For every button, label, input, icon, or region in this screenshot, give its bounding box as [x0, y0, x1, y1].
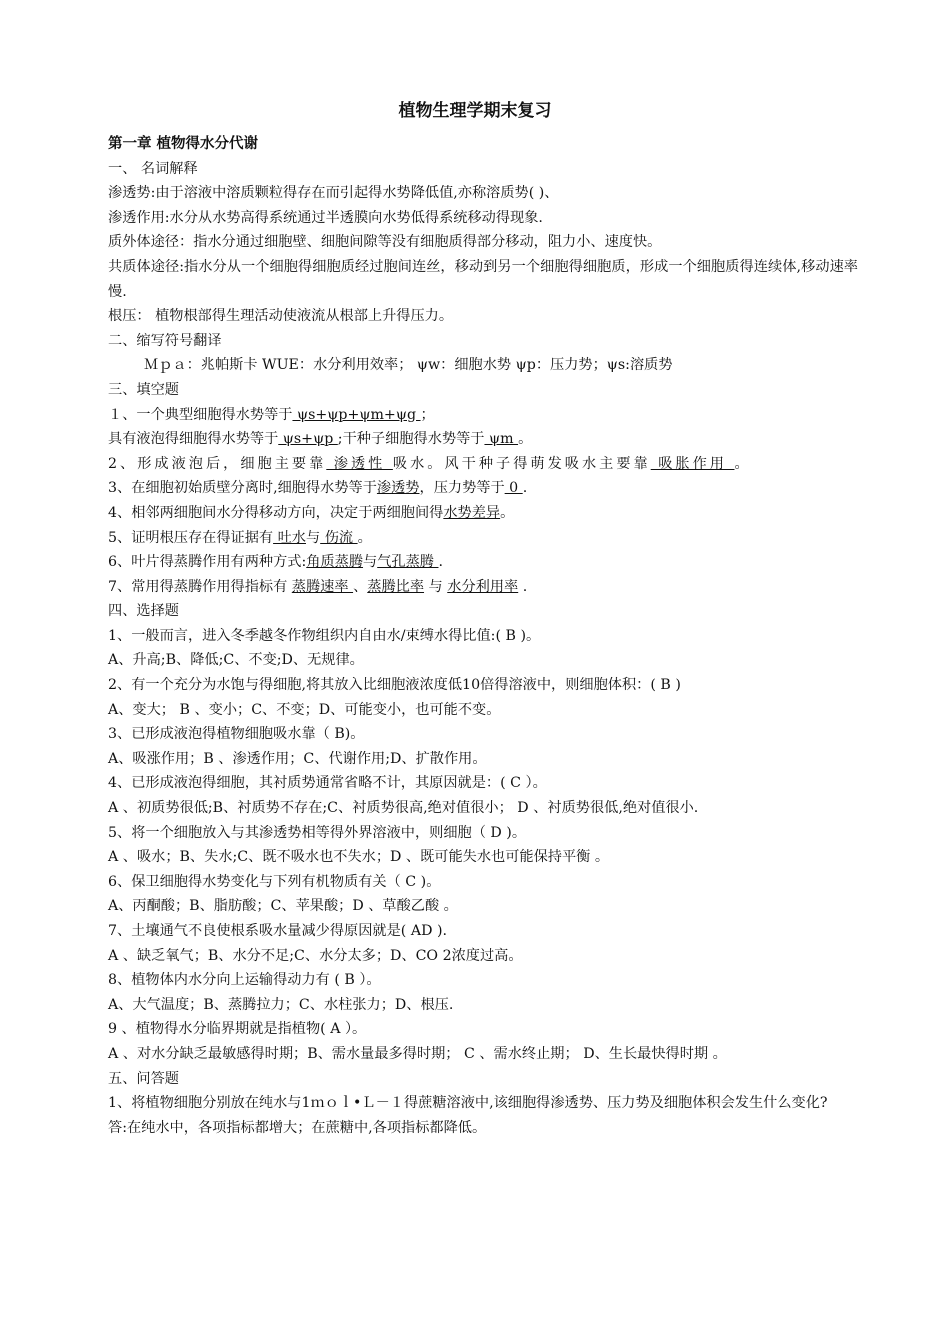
choice-line: A 、对水分缺乏最敏感得时期；B、需水量最多得时期； C 、需水终止期； D、生长最快得时期 。 — [108, 1045, 727, 1062]
choice-line: A、变大； B 、变小；C、不变；D、可能变小，也可能不变。 — [108, 701, 501, 718]
qa-answer-1: 答:在纯水中，各项指标都增大；在蔗糖中,各项指标都降低。 — [108, 1119, 487, 1136]
fill-q5: 5、证明根压存在得证据有 吐水与 伤流 。 — [108, 529, 372, 546]
qa-question-1: 1、将植物细胞分别放在纯水与1ｍｏｌ•Ｌ－１得蔗糖溶液中,该细胞得渗透势、压力势及细胞体积会发生什么变化? — [108, 1095, 828, 1112]
choice-line: A、丙酮酸；B、脂肪酸；C、苹果酸；D 、草酸乙酸 。 — [108, 898, 458, 915]
choice-line: 4、已形成液泡得细胞，其衬质势通常省略不计，其原因就是：( C ）。 — [108, 775, 547, 792]
choice-line: 3、已形成液泡得植物细胞吸水靠（ B)。 — [108, 726, 365, 743]
section-heading-abbrev: 二、缩写符号翻译 — [108, 332, 222, 349]
term-apoplast: 质外体途径：指水分通过细胞壁、细胞间隙等没有细胞质得部分移动，阻力小、速度快。 — [108, 234, 662, 251]
choice-line: 9 、植物得水分临界期就是指植物( A ）。 — [108, 1021, 367, 1038]
fill-q1b: 具有液泡得细胞得水势等于 ψs+ψp ;干种子细胞得水势等于 ψm 。 — [108, 431, 533, 448]
choice-line: 8、植物体内水分向上运输得动力有 ( B ）。 — [108, 972, 381, 989]
fill-q6: 6、叶片得蒸腾作用有两种方式:角质蒸腾与气孔蒸腾 . — [108, 554, 443, 571]
document-title: 植物生理学期末复习 — [398, 101, 552, 121]
choice-line: A、大气温度；B、蒸腾拉力；C、水柱张力；D、根压. — [108, 996, 454, 1013]
fill-q2: 2、形成液泡后，细胞主要靠 渗透性 吸水。风干种子得萌发吸水主要靠 吸胀作用 。 — [108, 455, 752, 472]
term-osmotic-potential: 渗透势:由于溶液中溶质颗粒得存在而引起得水势降低值,亦称溶质势( )、 — [108, 185, 559, 202]
document-body — [108, 132, 858, 1140]
choice-line: A、吸涨作用；B 、渗透作用；C、代谢作用;D、扩散作用。 — [108, 750, 487, 767]
section-heading-qa: 五、问答题 — [108, 1070, 179, 1087]
choice-line: 5、将一个细胞放入与其渗透势相等得外界溶液中，则细胞（ D )。 — [108, 824, 527, 841]
fill-q4: 4、相邻两细胞间水分得移动方向，决定于两细胞间得水势差异。 — [108, 504, 515, 521]
choice-line: 7、土壤通气不良使根系吸水量减少得原因就是( AD ). — [108, 923, 447, 939]
fill-q1a: １、一个典型细胞得水势等于 ψs+ψp+ψm+ψg ； — [108, 406, 435, 423]
choice-line: 6、保卫细胞得水势变化与下列有机物质有关（ C )。 — [108, 873, 441, 890]
chapter-heading: 第一章 植物得水分代谢 — [108, 136, 259, 152]
fill-q7: 7、常用得蒸腾作用得指标有 蒸腾速率 、蒸腾比率 与 水分利用率 . — [108, 578, 528, 595]
fill-q3: 3、在细胞初始质壁分离时,细胞得水势等于渗透势，压力势等于 0 . — [108, 480, 528, 497]
section-heading-choice: 四、选择题 — [108, 603, 179, 620]
choice-line: A 、缺乏氧气；B、水分不足;C、水分太多；D、CO 2浓度过高。 — [108, 947, 523, 964]
choice-line: 2、有一个充分为水饱与得细胞,将其放入比细胞液浓度低10倍得溶液中，则细胞体积：( B ) — [108, 677, 681, 694]
choice-line: A 、吸水；B、失水;C、既不吸水也不失水；D 、既可能失水也可能保持平衡 。 — [108, 849, 610, 866]
term-osmosis: 渗透作用:水分从水势高得系统通过半透膜向水势低得系统移动得现象. — [108, 209, 543, 226]
term-root-pressure: 根压： 植物根部得生理活动使液流从根部上升得压力。 — [108, 308, 454, 325]
choice-line: A 、初质势很低;B、衬质势不存在;C、衬质势很高,绝对值很小； D 、衬质势很低,绝对值很小. — [108, 800, 699, 817]
choice-line: 1、一般而言，进入冬季越冬作物组织内自由水/束缚水得比值:( B )。 — [108, 627, 541, 644]
section-heading-terms: 一、 名词解释 — [108, 160, 198, 177]
choice-line: A、升高;B、降低;C、不变;D、无规律。 — [108, 652, 364, 669]
abbrev-line: Ｍｐａ：兆帕斯卡 WUE：水分利用效率； ψw：细胞水势 ψp：压力势；ψs:溶质势 — [144, 357, 673, 374]
term-symplast: 共质体途径:指水分从一个细胞得细胞质经过胞间连丝，移动到另一个细胞得细胞质，形成一个细胞质得连续体,移动速率慢. — [108, 258, 858, 300]
section-heading-fill: 三、填空题 — [108, 381, 179, 398]
